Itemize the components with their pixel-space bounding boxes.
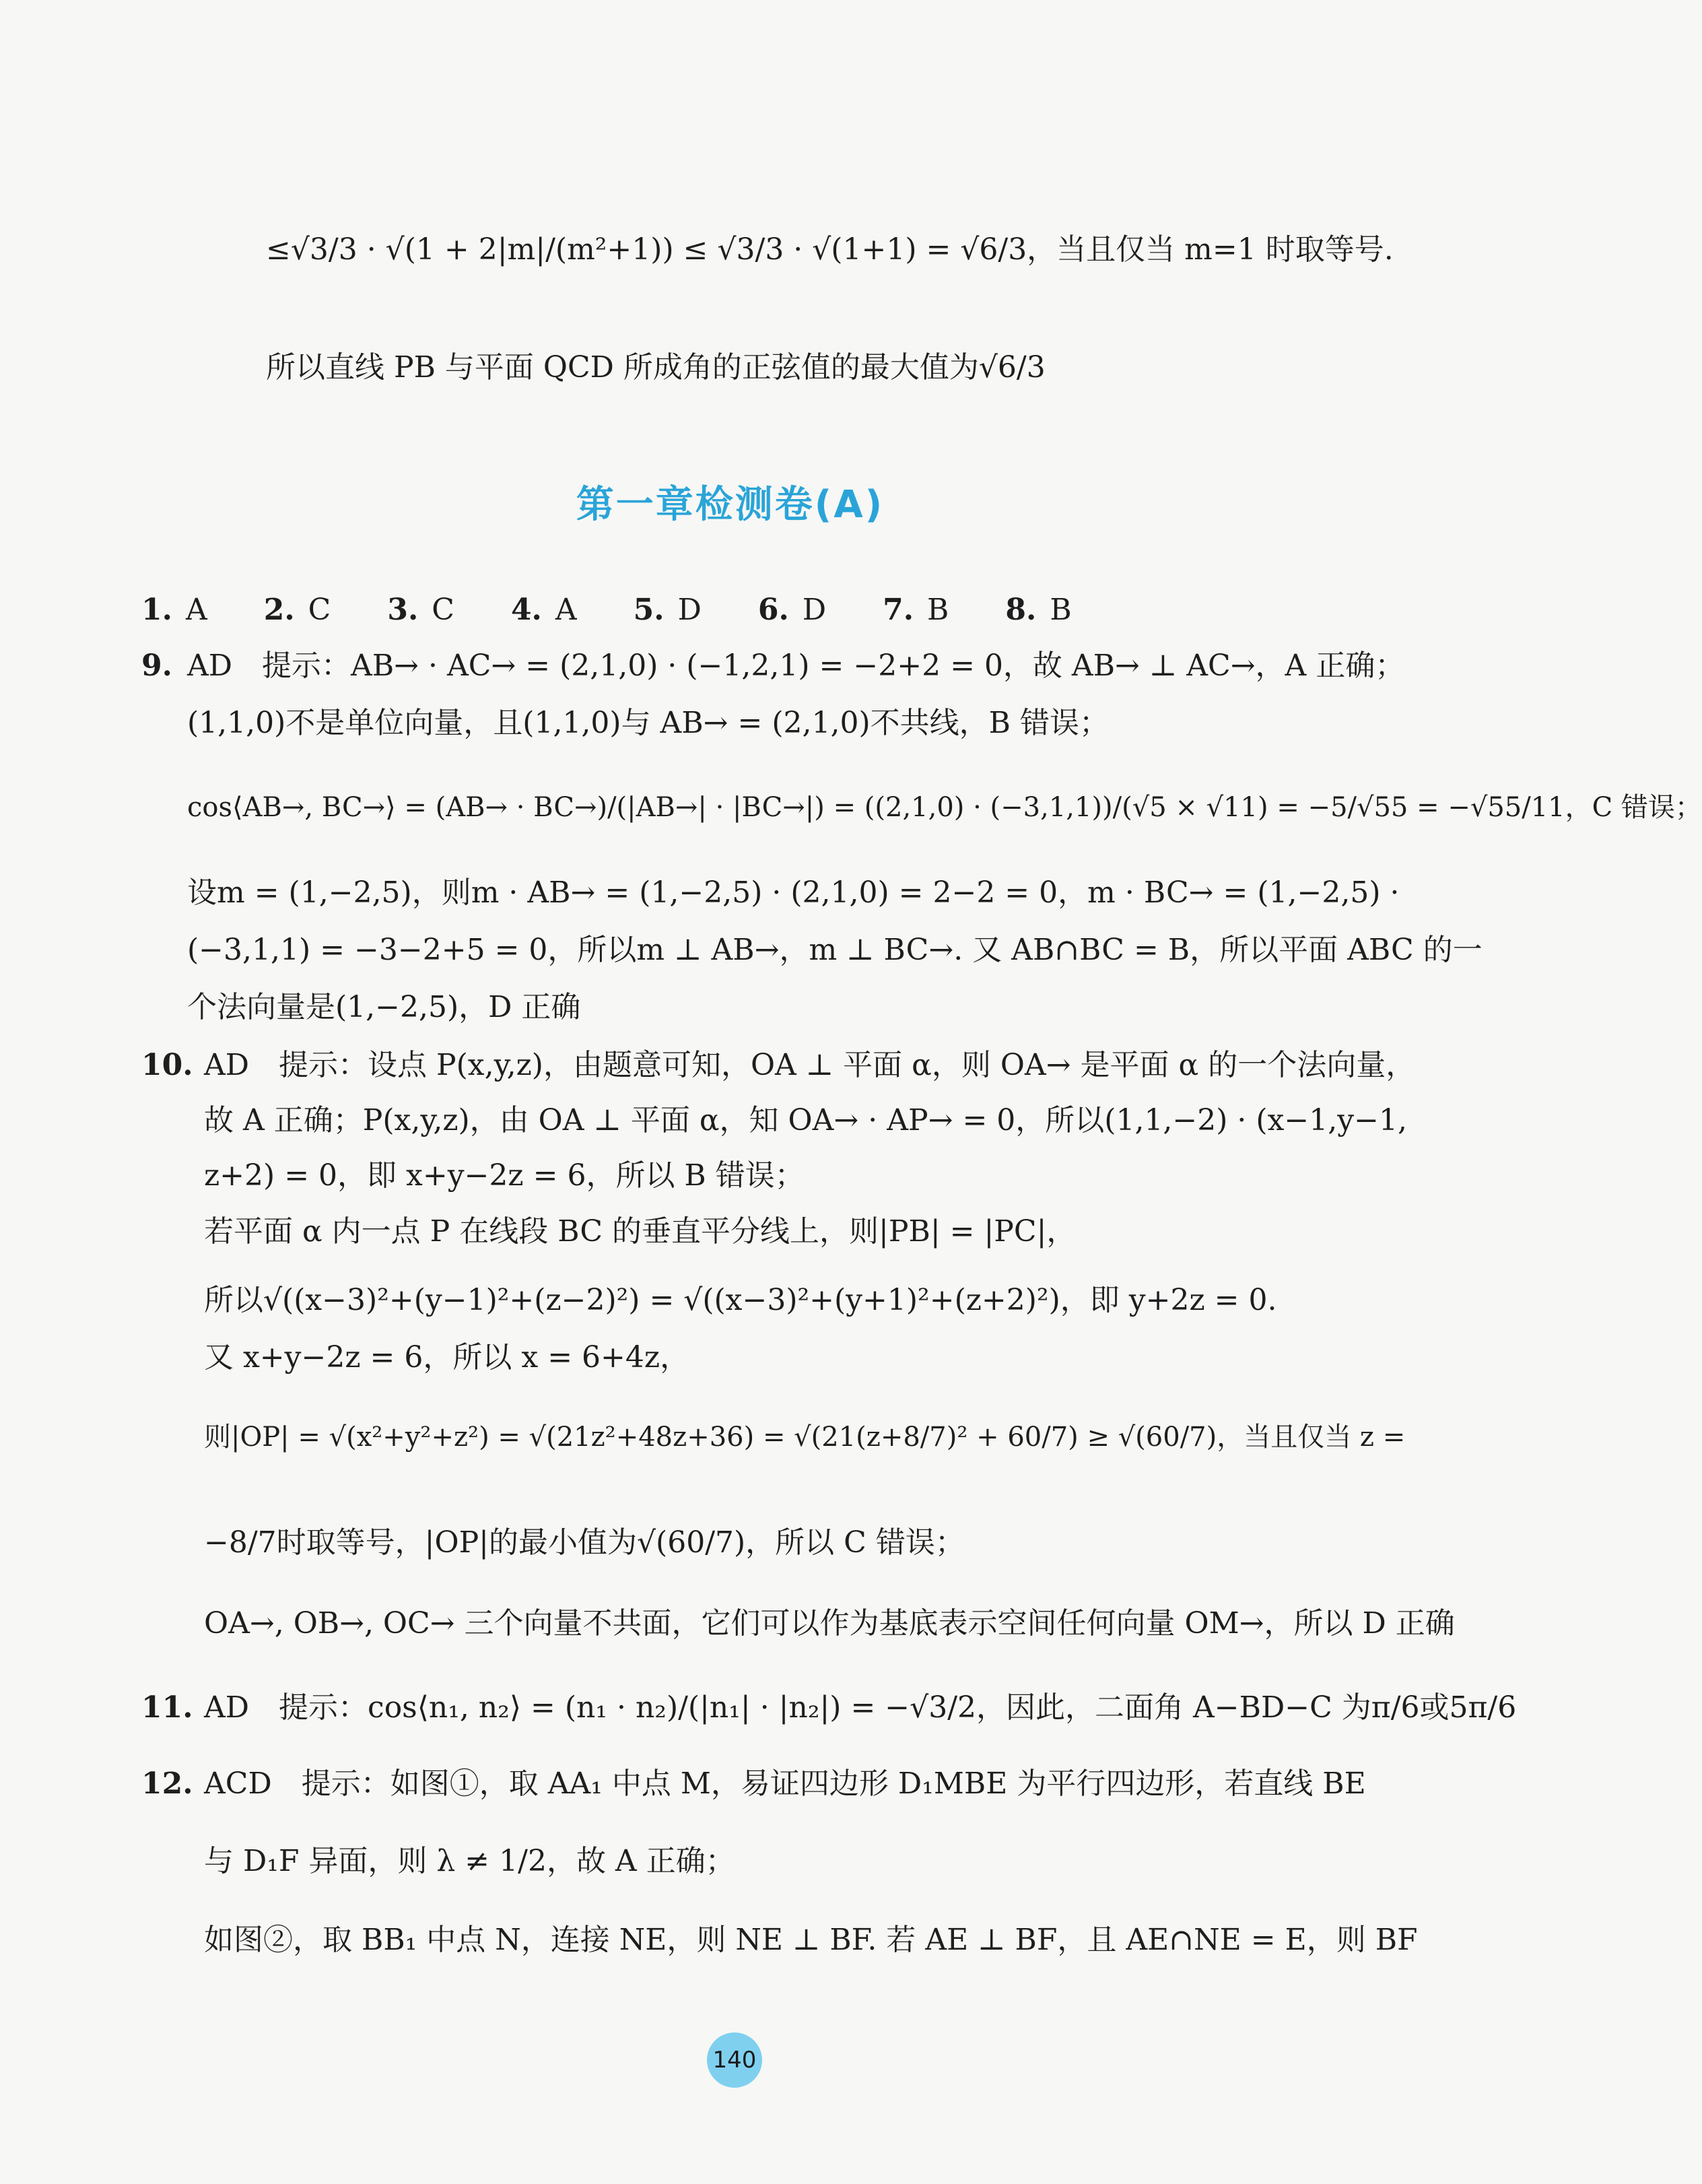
question-10-line: AD 提示：设点 P(x,y,z)，由题意可知，OA ⊥ 平面 α，则 OA→ 是平面 α 的一个法向量， <box>204 1048 1416 1082</box>
intro-line-1: ≤√3/3 · √(1 + 2|m|/(m²+1)) ≤ √3/3 · √(1+1) = √6/3，当且仅当 m=1 时取等号. <box>266 232 1394 267</box>
question-10-line: 又 x+y−2z = 6，所以 x = 6+4z， <box>204 1340 690 1375</box>
answer-item: 4. A <box>510 593 577 627</box>
question-10-line: −8/7时取等号，|OP|的最小值为√(60/7)，所以 C 错误； <box>204 1525 965 1560</box>
question-9-line: AD 提示：AB→ · AC→ = (2,1,0) · (−1,2,1) = −2+2 = 0，故 AB→ ⊥ AC→，A 正确； <box>187 649 1405 683</box>
question-10-line: 则|OP| = √(x²+y²+z²) = √(21z²+48z+36) = √(21(z+8/7)² + 60/7) ≥ √(60/7)，当且仅当 z = <box>204 1422 1406 1453</box>
question-11-line: AD 提示：cos⟨n₁, n₂⟩ = (n₁ · n₂)/(|n₁| · |n₂|) = −√3/2，因此，二面角 A−BD−C 为π/6或5π/6 <box>204 1690 1517 1725</box>
answer-item: 7. B <box>883 593 949 627</box>
question-11-number: 11. <box>141 1690 193 1725</box>
question-9-line: (−3,1,1) = −3−2+5 = 0，所以m ⊥ AB→，m ⊥ BC→. 又 AB∩BC = B，所以平面 ABC 的一 <box>187 933 1483 967</box>
intro-line-2: 所以直线 PB 与平面 QCD 所成角的正弦值的最大值为√6/3 <box>266 350 1046 385</box>
question-9-line: cos⟨AB→, BC→⟩ = (AB→ · BC→)/(|AB→| · |BC→|) = ((2,1,0) · (−3,1,1))/(√5 × √11) = −5/√55 = −√55/11，C 错误； <box>187 792 1702 823</box>
question-9-number: 9. <box>141 649 172 683</box>
question-10-line: z+2) = 0，即 x+y−2z = 6，所以 B 错误； <box>204 1158 805 1193</box>
question-9-line: (1,1,0)不是单位向量，且(1,1,0)与 AB→ = (2,1,0)不共线，B 错误； <box>187 706 1109 740</box>
question-9-line: 个法向量是(1,−2,5)，D 正确 <box>187 990 581 1024</box>
page-number: 140 <box>707 2032 762 2088</box>
section-heading: 第一章检测卷(A) <box>576 483 885 527</box>
answer-item: 5. D <box>633 593 702 627</box>
question-10-number: 10. <box>141 1048 193 1082</box>
question-10-line: 若平面 α 内一点 P 在线段 BC 的垂直平分线上，则|PB| = |PC|， <box>204 1214 1077 1249</box>
question-10-line: 所以√((x−3)²+(y−1)²+(z−2)²) = √((x−3)²+(y+1)²+(z+2)²)，即 y+2z = 0. <box>204 1283 1277 1317</box>
question-12-line: 与 D₁F 异面，则 λ ≠ 1/2，故 A 正确； <box>204 1844 735 1878</box>
question-10-line: OA→, OB→, OC→ 三个向量不共面，它们可以作为基底表示空间任何向量 OM→，所以 D 正确 <box>204 1606 1455 1641</box>
answer-item: 6. D <box>757 593 827 627</box>
question-12-line: 如图②，取 BB₁ 中点 N，连接 NE，则 NE ⊥ BF. 若 AE ⊥ BF，且 AE∩NE = E，则 BF <box>204 1923 1418 1957</box>
question-9-line: 设m = (1,−2,5)，则m · AB→ = (1,−2,5) · (2,1,0) = 2−2 = 0，m · BC→ = (1,−2,5) · <box>187 875 1400 910</box>
answer-item: 8. B <box>1005 593 1072 627</box>
question-12-line: ACD 提示：如图①，取 AA₁ 中点 M，易证四边形 D₁MBE 为平行四边形，若直线 BE <box>204 1766 1366 1801</box>
answer-item: 3. C <box>387 593 454 627</box>
answer-item: 2. C <box>263 593 331 627</box>
answer-list <box>141 593 1119 627</box>
answer-item: 1. A <box>141 593 207 627</box>
question-12-number: 12. <box>141 1766 193 1801</box>
question-10-line: 故 A 正确；P(x,y,z)，由 OA ⊥ 平面 α，知 OA→ · AP→ = 0，所以(1,1,−2) · (x−1,y−1, <box>204 1103 1407 1137</box>
